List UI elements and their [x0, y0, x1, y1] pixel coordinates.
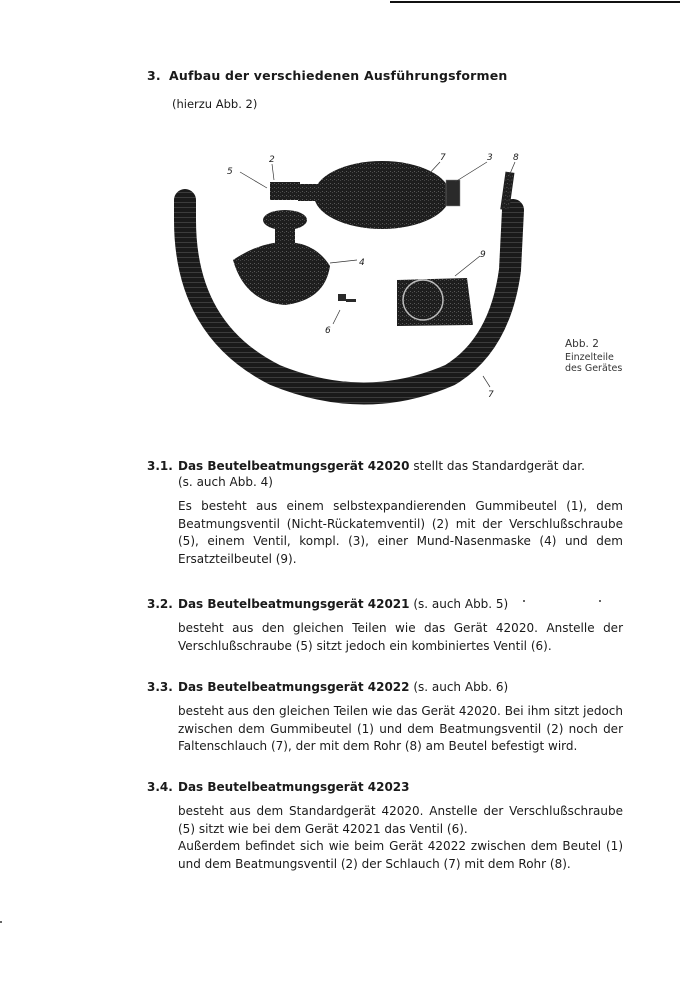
subsection-number: 3.4. [147, 780, 173, 794]
subsection-title-rest: stellt das Standardgerät dar. [409, 459, 585, 473]
part-label: 9 [480, 250, 486, 260]
mask [233, 242, 330, 305]
paragraph: Außerdem befindet sich wie beim Gerät 42022 zwischen dem Beutel (1) und dem Beatmungsventil (2) der Schlauch (7) mit dem Rohr (8). [178, 839, 623, 871]
subsection-body [147, 498, 623, 568]
scan-speck [0, 921, 2, 923]
scan-speck [599, 600, 601, 602]
part-label: 6 [325, 326, 331, 336]
breathing-valve [270, 182, 300, 200]
subsection-3-3 [147, 680, 627, 756]
subsection-body [147, 620, 623, 655]
caption-title: Abb. 2 [565, 338, 599, 350]
spare-parts-bag [397, 278, 473, 326]
subsection-reference: (s. auch Abb. 4) [178, 475, 273, 489]
paragraph: besteht aus den gleichen Teilen wie das Gerät 42020. Anstelle der Verschlußschraube (5) sitzt jedoch ein kombiniertes Ventil (6). [178, 621, 623, 653]
part-label: 8 [513, 153, 519, 163]
subsection-title-rest: (s. auch Abb. 6) [409, 680, 509, 694]
part-label: 5 [227, 167, 233, 177]
paragraph: Es besteht aus einem selbstexpandierenden Gummibeutel (1), dem Beatmungsventil (Nicht-Rückatemventil) (2) mit der Verschlußschraube (5), einem Ventil, kompl. (3), einer Mund-Nasenmaske (4) und dem Ersatzteilbeutel (9). [178, 499, 623, 566]
subsection-3-1 [147, 459, 627, 568]
subsection-3-2 [147, 597, 627, 655]
subsection-heading [147, 459, 627, 473]
subsection-number: 3.1. [147, 459, 173, 473]
part-label: 2 [269, 155, 275, 165]
part-label: 4 [359, 258, 365, 268]
part-label: 7 [440, 153, 446, 163]
figure-reference: (hierzu Abb. 2) [172, 97, 258, 111]
section-heading [147, 68, 508, 83]
figure-caption [565, 339, 622, 374]
subsection-title: Das Beutelbeatmungsgerät 42020 [178, 459, 410, 473]
part-label: 7 [488, 390, 494, 400]
part-label: 3 [487, 153, 493, 163]
caption-line: Einzelteile [565, 352, 614, 363]
scan-top-rule [390, 1, 680, 3]
paragraph: besteht aus dem Standardgerät 42020. Anstelle der Verschlußschraube (5) sitzt wie bei dem Gerät 42021 das Ventil (6). [178, 804, 623, 836]
subsection-heading [147, 780, 627, 794]
scan-speck [523, 600, 525, 602]
subsection-title: Das Beutelbeatmungsgerät 42022 [178, 680, 410, 694]
subsection-number: 3.3. [147, 680, 173, 694]
subsection-heading [147, 680, 627, 694]
subsection-heading [147, 597, 627, 611]
bag-neck [298, 184, 320, 201]
caption-line: des Gerätes [565, 363, 623, 374]
subsection-title-rest: (s. auch Abb. 5) [409, 597, 509, 611]
paragraph: besteht aus den gleichen Teilen wie das Gerät 42020. Bei ihm sitzt jedoch zwischen dem Gummibeutel (1) und dem Beatmungsventil (2) noch der Faltenschlauch (7), der mit dem Rohr (8) am Beutel befestigt wird. [178, 704, 623, 753]
subsection-title: Das Beutelbeatmungsgerät 42023 [178, 780, 410, 794]
subsection-title: Das Beutelbeatmungsgerät 42021 [178, 597, 410, 611]
section-title: Aufbau der verschiedenen Ausführungsformen [169, 68, 508, 83]
device-parts-figure [165, 150, 535, 410]
combined-valve [338, 294, 356, 302]
subsection-body [147, 803, 623, 873]
subsection-body [147, 703, 623, 756]
section-number: 3. [147, 68, 161, 83]
subsection-number: 3.2. [147, 597, 173, 611]
subsection-3-4 [147, 780, 627, 873]
rubber-bag [314, 161, 450, 229]
valve-3 [446, 180, 460, 206]
